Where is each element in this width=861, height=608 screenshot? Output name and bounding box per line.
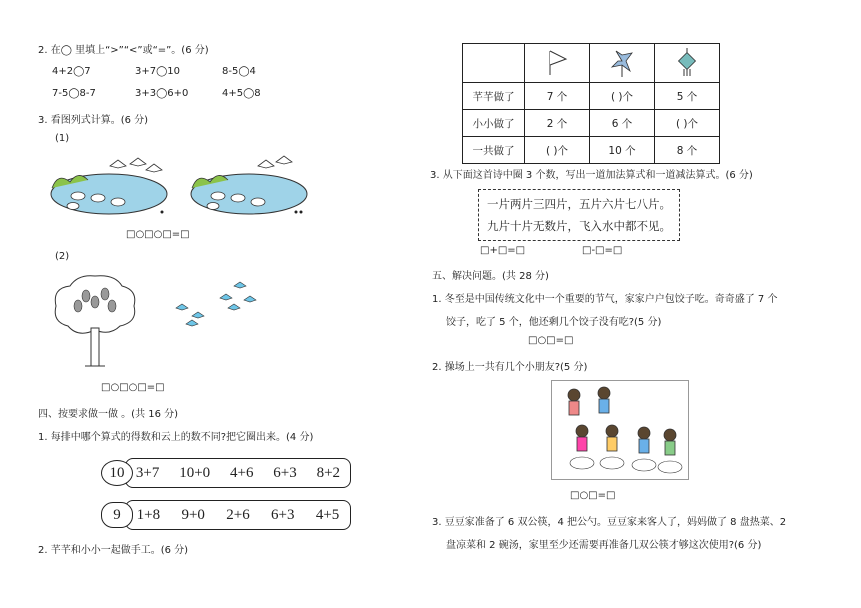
row-label: 小小做了	[463, 110, 525, 137]
poem-line-1[interactable]: 一片两片三四片，五片六片七八片。	[487, 197, 671, 211]
row2-target: 9	[113, 506, 121, 523]
compare-item[interactable]: 7-5◯8-7	[52, 88, 96, 99]
subtraction-answer[interactable]: □-□=□	[582, 245, 623, 256]
s4-question2: 2. 芊芊和小小一起做手工。(6 分)	[38, 545, 189, 556]
cloud-number-icon	[101, 502, 133, 528]
equation-answer-1[interactable]: □○□○□=□	[126, 229, 190, 240]
section5-title: 五、解决问题。(共 28 分)	[432, 271, 549, 282]
compare-item[interactable]: 8-5◯4	[222, 66, 256, 77]
tree-birds-picture	[50, 272, 140, 372]
flag-icon	[525, 44, 590, 83]
row-label: 芊芊做了	[463, 83, 525, 110]
row1-expression[interactable]: 8+2	[316, 464, 341, 481]
section4-title: 四、按要求做一做 。(共 16 分)	[38, 409, 179, 420]
s5-q3-line2: 盘凉菜和 2 碗汤，家里至少还需要再准备几双公筷才够这次使用?(6 分)	[446, 540, 762, 551]
table-cell: 7 个	[525, 83, 590, 110]
part2-label: (2)	[55, 251, 70, 262]
poem-box	[478, 189, 680, 241]
s5-q3-line1: 3. 豆豆家准备了 6 双公筷，4 把公勺。豆豆家来客人了，妈妈做了 8 盘热菜、2	[432, 517, 787, 528]
pond-picture-1	[48, 152, 170, 218]
q2-title: 2. 在◯ 里填上“>”“<”或“=”。(6 分)	[38, 45, 209, 56]
s5-q1-line2: 饺子，吃了 5 个，他还剩几个饺子没有吃?(5 分)	[446, 317, 662, 328]
compare-item[interactable]: 3+7◯10	[135, 66, 181, 77]
table-cell-answer[interactable]: ( )个	[655, 110, 720, 137]
row2-expression[interactable]: 2+6	[226, 506, 250, 523]
children-picture	[551, 380, 689, 480]
table-cell: 6 个	[589, 110, 654, 137]
flying-birds-picture	[168, 278, 268, 330]
addition-answer[interactable]: □+□=□	[480, 245, 526, 256]
s4-question1: 1. 每排中哪个算式的得数和云上的数不同?把它圈出来。(4 分)	[38, 432, 314, 443]
s5-q2-answer[interactable]: □○□=□	[570, 490, 616, 501]
table-cell: 8 个	[655, 137, 720, 164]
table-cell-answer[interactable]: ( )个	[525, 137, 590, 164]
s5-q1-line1: 1. 冬至是中国传统文化中一个重要的节气，家家户户包饺子吃。奇奇盛了 7 个	[432, 294, 778, 305]
r-q3-title: 3. 从下面这首诗中圈 3 个数，写出一道加法算式和一道减法算式。(6 分)	[430, 170, 753, 181]
equation-answer-2[interactable]: □○□○□=□	[101, 382, 165, 393]
part1-label: (1)	[55, 133, 70, 144]
row-label: 一共做了	[463, 137, 525, 164]
row1-expression[interactable]: 3+7	[135, 464, 160, 481]
s5-q1-answer[interactable]: □○□=□	[528, 335, 574, 346]
row2-expression[interactable]: 9+0	[181, 506, 205, 523]
row2-expression[interactable]: 1+8	[136, 506, 161, 523]
pinwheel-icon	[589, 44, 654, 83]
row1-expression[interactable]: 6+3	[273, 464, 297, 481]
compare-item[interactable]: 3+3◯6+0	[135, 88, 189, 99]
row1-expression[interactable]: 4+6	[230, 464, 254, 481]
row1-box	[125, 458, 351, 488]
chinese-knot-icon	[655, 44, 720, 83]
compare-item[interactable]: 4+2◯7	[52, 66, 91, 77]
sun-number-icon	[101, 460, 133, 486]
compare-item[interactable]: 4+5◯8	[222, 88, 261, 99]
row2-expression[interactable]: 4+5	[315, 506, 340, 523]
q3-title: 3. 看图列式计算。(6 分)	[38, 115, 149, 126]
pond-picture-2	[188, 152, 310, 218]
table-cell: 2 个	[525, 110, 590, 137]
row2-box	[125, 500, 351, 530]
row1-expression[interactable]: 10+0	[179, 464, 211, 481]
table-header-blank	[463, 44, 525, 83]
poem-line-2[interactable]: 九片十片无数片，飞入水中都不见。	[487, 219, 671, 233]
handicraft-table	[462, 43, 720, 164]
table-cell: 10 个	[589, 137, 654, 164]
table-cell: 5 个	[655, 83, 720, 110]
s5-question2: 2. 操场上一共有几个小朋友?(5 分)	[432, 362, 588, 373]
row1-target: 10	[109, 464, 125, 481]
row2-expression[interactable]: 6+3	[271, 506, 295, 523]
table-cell-answer[interactable]: ( )个	[589, 83, 654, 110]
